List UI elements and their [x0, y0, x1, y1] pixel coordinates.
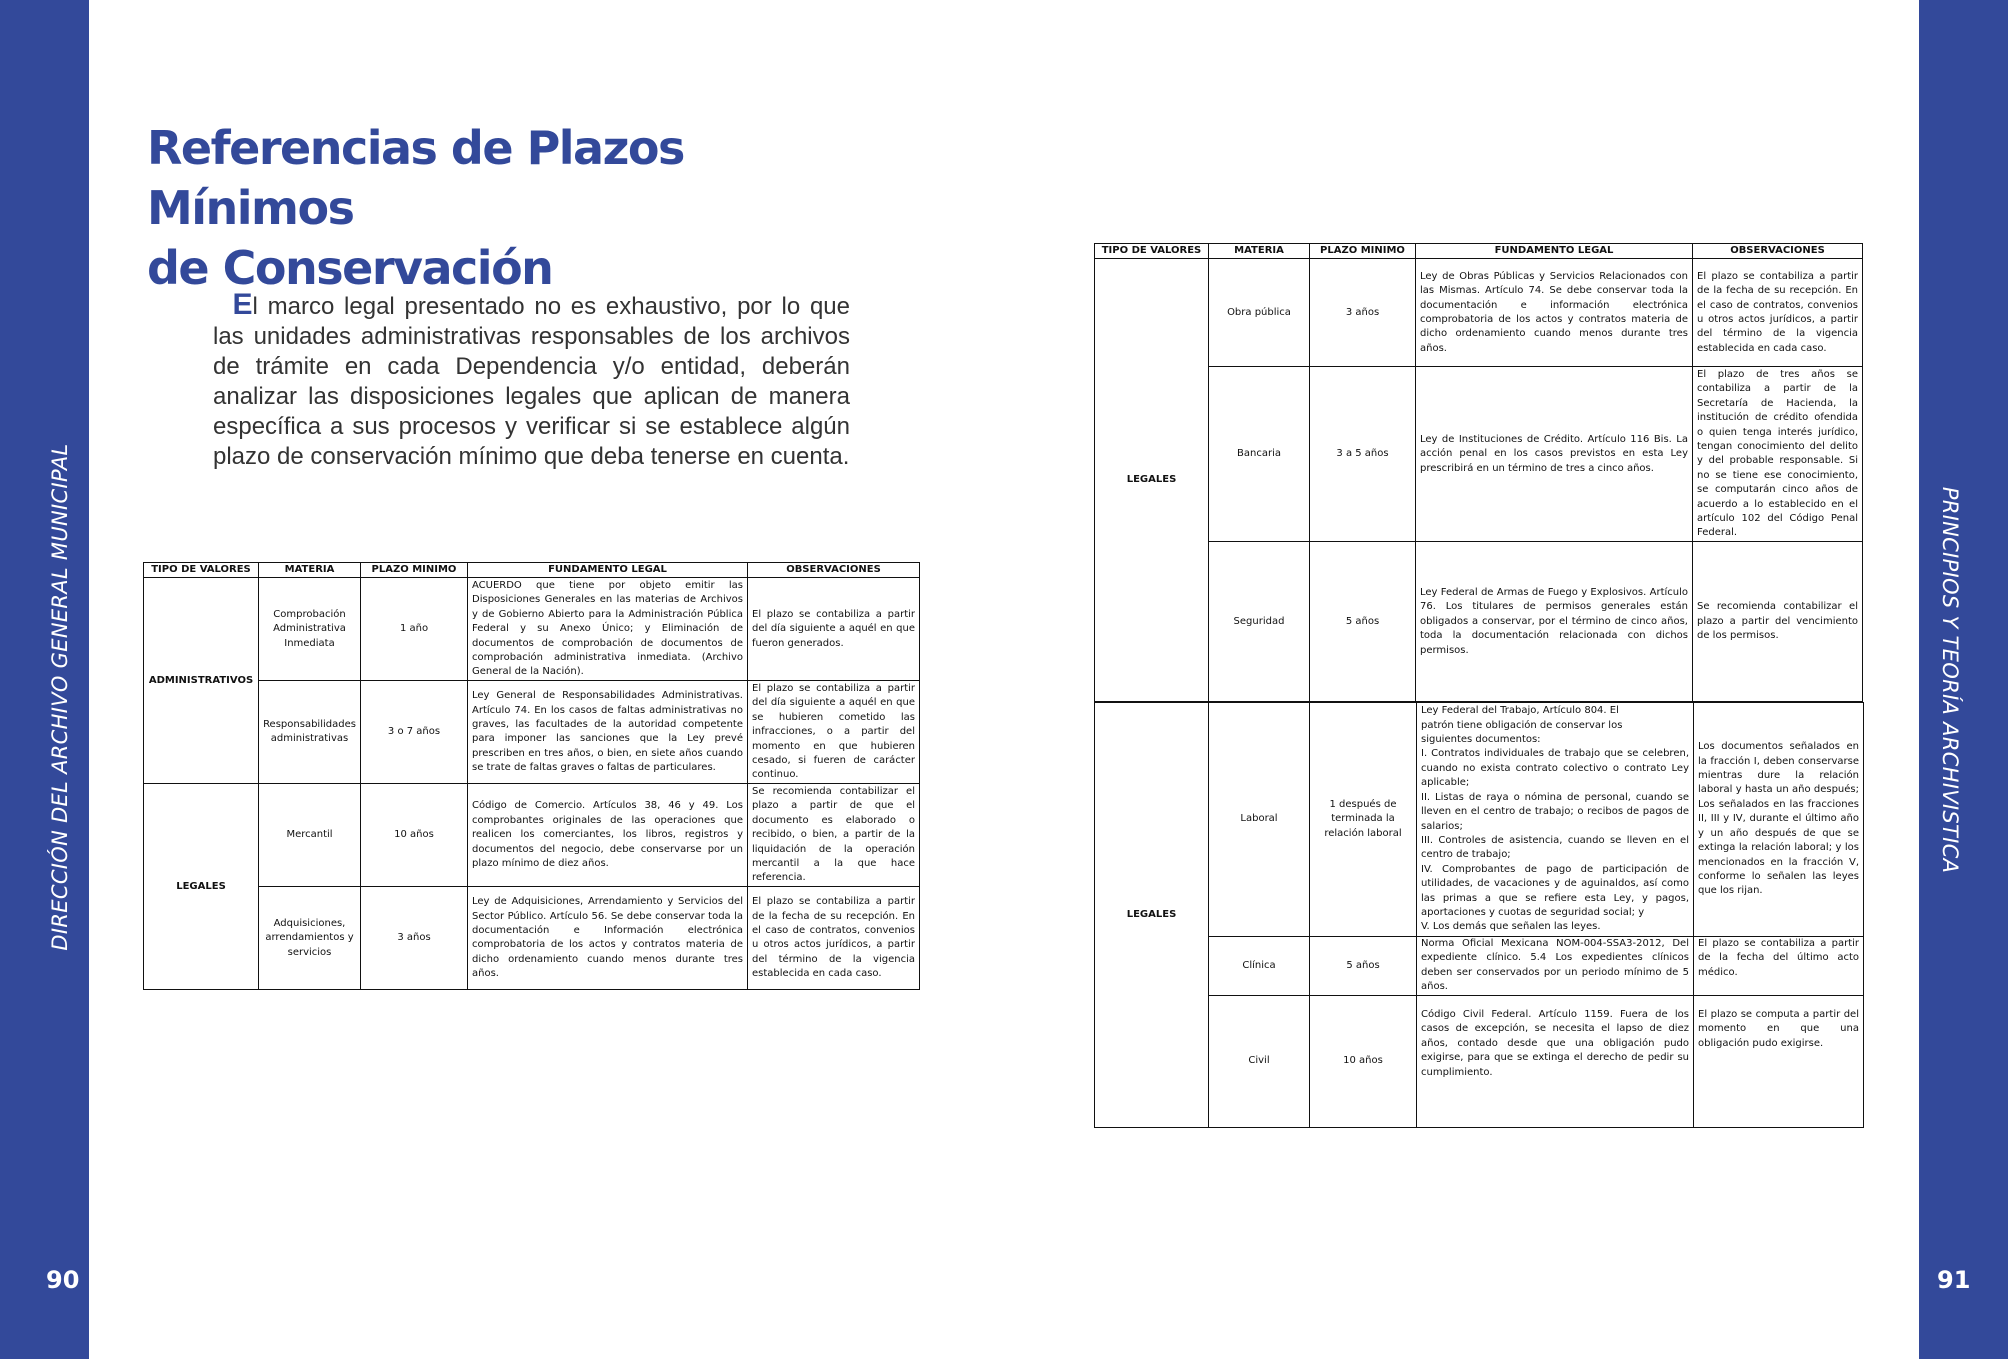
table-row	[1095, 703, 1864, 937]
materia-cell: Responsabilidades administrativas	[259, 681, 361, 784]
materia-cell: Comprobación Administrativa Inmediata	[259, 578, 361, 681]
fundamento-cell: Ley de Instituciones de Crédito. Artículo 116 Bis. La acción penal en los casos previstos en esta Ley prescribirá en un término de tres a cinco años.	[1416, 367, 1693, 542]
right-sidebar	[1919, 0, 2008, 1359]
materia-cell: Seguridad	[1209, 542, 1310, 702]
page-title	[147, 118, 867, 298]
tipo-cell: LEGALES	[1095, 259, 1209, 702]
materia-cell: Adquisiciones, arrendamientos y servicios	[259, 887, 361, 990]
header-tipo: TIPO DE VALORES	[144, 563, 259, 578]
tipo-cell: ADMINISTRATIVOS	[144, 578, 259, 784]
plazo-cell: 5 años	[1310, 542, 1416, 702]
fundamento-cell: Código de Comercio. Artículos 38, 46 y 49. Los comprobantes originales de las operaciones que realicen los comerciantes, los libros, registros y documentos del negocio, debe conservarse por un plazo mínimo de diez años.	[468, 784, 748, 887]
fundamento-cell: Ley General de Responsabilidades Administrativas. Artículo 74. En los casos de faltas administrativas no graves, las facultades de la autoridad competente para imponer las sanciones que la Ley prevé prescriben en tres años, o bien, en siete años cuando se trate de faltas graves o faltas de particulares.	[468, 681, 748, 784]
left-retention-table	[143, 562, 920, 990]
fundamento-cell: ACUERDO que tiene por objeto emitir las Disposiciones Generales en las materias de Archivos y de Gobierno Abierto para la Administración Pública Federal y su Anexo Único; y Eliminación de documentos de comprobación de documentos de comprobación administrativa inmediata. (Archivo General de la Nación).	[468, 578, 748, 681]
fundamento-cell: Ley de Obras Públicas y Servicios Relacionados con las Mismas. Artículo 74. Se debe conservar toda la documentación e información electrónica comprobatoria de los actos y contratos materia de dicho ordenamiento cuando menos durante tres años.	[1416, 259, 1693, 367]
observaciones-cell: El plazo de tres años se contabiliza a partir de la Secretaría de Hacienda, la institución de crédito ofendida o quien tenga interés jurídico, tengan conocimiento del delito y del probable responsable. Si no se tiene ese conocimiento, se computarán cinco años de acuerdo a lo establecido en el artículo 102 del Código Penal Federal.	[1693, 367, 1863, 542]
table-row	[1095, 542, 1863, 702]
table-row	[1095, 367, 1863, 542]
header-plazo: PLAZO MINIMO	[361, 563, 468, 578]
table-row	[144, 578, 920, 681]
header-plazo: PLAZO MINIMO	[1310, 244, 1416, 259]
plazo-cell: 3 años	[361, 887, 468, 990]
plazo-cell: 3 o 7 años	[361, 681, 468, 784]
fundamento-cell: Norma Oficial Mexicana NOM-004-SSA3-2012, Del expediente clínico. 5.4 Los expedientes clínicos deben ser conservados por un periodo mínimo de 5 años.	[1417, 937, 1694, 996]
plazo-cell: 3 años	[1310, 259, 1416, 367]
plazo-cell: 1 después de terminada la relación laboral	[1310, 703, 1417, 937]
materia-cell: Obra pública	[1209, 259, 1310, 367]
header-materia: MATERIA	[259, 563, 361, 578]
observaciones-cell: Se recomienda contabilizar el plazo a partir del vencimiento de los permisos.	[1693, 542, 1863, 702]
table-row	[144, 887, 920, 990]
page-number-right: 91	[1937, 1266, 1971, 1294]
fundamento-cell: Código Civil Federal. Artículo 1159. Fuera de los casos de excepción, se necesita el lapso de diez años, contado desde que una obligación pudo exigirse, para que se extinga el derecho de pedir su cumplimiento.	[1417, 996, 1694, 1128]
materia-cell: Clínica	[1209, 937, 1310, 996]
table-header-row	[1095, 244, 1863, 259]
page-title-line2: de Conservación	[147, 241, 553, 295]
observaciones-cell: Los documentos señalados en la fracción I, deben conservarse mientras dure la relación laboral y hasta un año después; Los señalados en las fracciones II, III y IV, durante el último año y un año después de que se extinga la relación laboral; y los mencionados en la fracción V, conforme lo señalen las leyes que los rijan.	[1694, 703, 1864, 937]
header-observaciones: OBSERVACIONES	[748, 563, 920, 578]
materia-cell: Laboral	[1209, 703, 1310, 937]
header-fundamento: FUNDAMENTO LEGAL	[1416, 244, 1693, 259]
plazo-cell: 1 año	[361, 578, 468, 681]
plazo-cell: 10 años	[361, 784, 468, 887]
tipo-cell: LEGALES	[144, 784, 259, 990]
left-sidebar-title: DIRECCIÓN DEL ARCHIVO GENERAL MUNICIPAL	[48, 443, 72, 951]
header-observaciones: OBSERVACIONES	[1693, 244, 1863, 259]
table-row	[1095, 937, 1864, 996]
intro-paragraph	[213, 290, 850, 472]
materia-cell: Civil	[1209, 996, 1310, 1128]
tipo-cell: LEGALES	[1095, 703, 1209, 1128]
intro-text: l marco legal presentado no es exhaustivo, por lo que las unidades administrativas responsables de los archivos de trámite en cada Dependencia y/o entidad, deberán analizar las disposiciones legales que aplican de manera específica a sus procesos y verificar si se establece algún plazo de conservación mínimo que deba tenerse en cuenta.	[213, 293, 850, 470]
observaciones-cell: El plazo se contabiliza a partir de la fecha del último acto médico.	[1694, 937, 1864, 996]
table-row	[144, 784, 920, 887]
plazo-cell: 5 años	[1310, 937, 1417, 996]
header-fundamento: FUNDAMENTO LEGAL	[468, 563, 748, 578]
observaciones-cell: El plazo se contabiliza a partir de la fecha de su recepción. En el caso de contratos, convenios u otros actos jurídicos, a partir del término de la vigencia establecida en cada caso.	[748, 887, 920, 990]
observaciones-cell: El plazo se contabiliza a partir del día siguiente a aquél en que se hubieren cometido las infracciones, o a partir del momento en que hubieren cesado, si fueren de carácter continuo.	[748, 681, 920, 784]
materia-cell: Mercantil	[259, 784, 361, 887]
header-materia: MATERIA	[1209, 244, 1310, 259]
header-tipo: TIPO DE VALORES	[1095, 244, 1209, 259]
page-number-left: 90	[46, 1266, 80, 1294]
right-retention-table-bottom	[1094, 702, 1864, 1128]
fundamento-cell: Ley de Adquisiciones, Arrendamiento y Servicios del Sector Público. Artículo 56. Se debe conservar toda la documentación e Información electrónica comprobatoria de los actos y contratos materia de dicho ordenamiento cuando menos durante tres años.	[468, 887, 748, 990]
observaciones-cell: El plazo se contabiliza a partir del día siguiente a aquél en que fueron generados.	[748, 578, 920, 681]
plazo-cell: 3 a 5 años	[1310, 367, 1416, 542]
right-sidebar-title: PRINCIPIOS Y TEORÍA ARCHIVISTICA	[1938, 486, 1962, 874]
observaciones-cell: El plazo se computa a partir del momento en que una obligación pudo exigirse.	[1694, 996, 1864, 1128]
table-row	[1095, 996, 1864, 1128]
table-row	[144, 681, 920, 784]
table-header-row	[144, 563, 920, 578]
fundamento-cell: Ley Federal de Armas de Fuego y Explosivos. Artículo 76. Los titulares de permisos generales están obligados a conservar, por el término de cinco años, toda la documentación relacionada con dichos permisos.	[1416, 542, 1693, 702]
plazo-cell: 10 años	[1310, 996, 1417, 1128]
observaciones-cell: El plazo se contabiliza a partir de la fecha de su recepción. En el caso de contratos, convenios u otros actos jurídicos, a partir del término de la vigencia establecida en cada caso.	[1693, 259, 1863, 367]
table-row	[1095, 259, 1863, 367]
fundamento-cell: Ley Federal del Trabajo, Artículo 804. El patrón tiene obligación de conservar los siguientes documentos: I. Contratos individuales de trabajo que se celebren, cuando no exista contrato colectivo o contrato Ley aplicable; II. Listas de raya o nómina de personal, cuando se lleven en el centro de trabajo; o recibos de pagos de salarios; III. Controles de asistencia, cuando se lleven en el centro de trabajo; IV. Comprobantes de pago de participación de utilidades, de vacaciones y de aguinaldos, así como las primas a que se refiere esta Ley, y pagos, aportaciones y cuotas de seguridad social; y V. Los demás que señalen las leyes.	[1417, 703, 1694, 937]
right-retention-table-top	[1094, 243, 1863, 702]
materia-cell: Bancaria	[1209, 367, 1310, 542]
drop-cap: E	[232, 288, 253, 321]
page-title-line1: Referencias de Plazos Mínimos	[147, 121, 684, 235]
left-sidebar	[0, 0, 89, 1359]
observaciones-cell: Se recomienda contabilizar el plazo a partir de que el documento es elaborado o recibido, o bien, a partir de la liquidación de la operación mercantil a la que hace referencia.	[748, 784, 920, 887]
